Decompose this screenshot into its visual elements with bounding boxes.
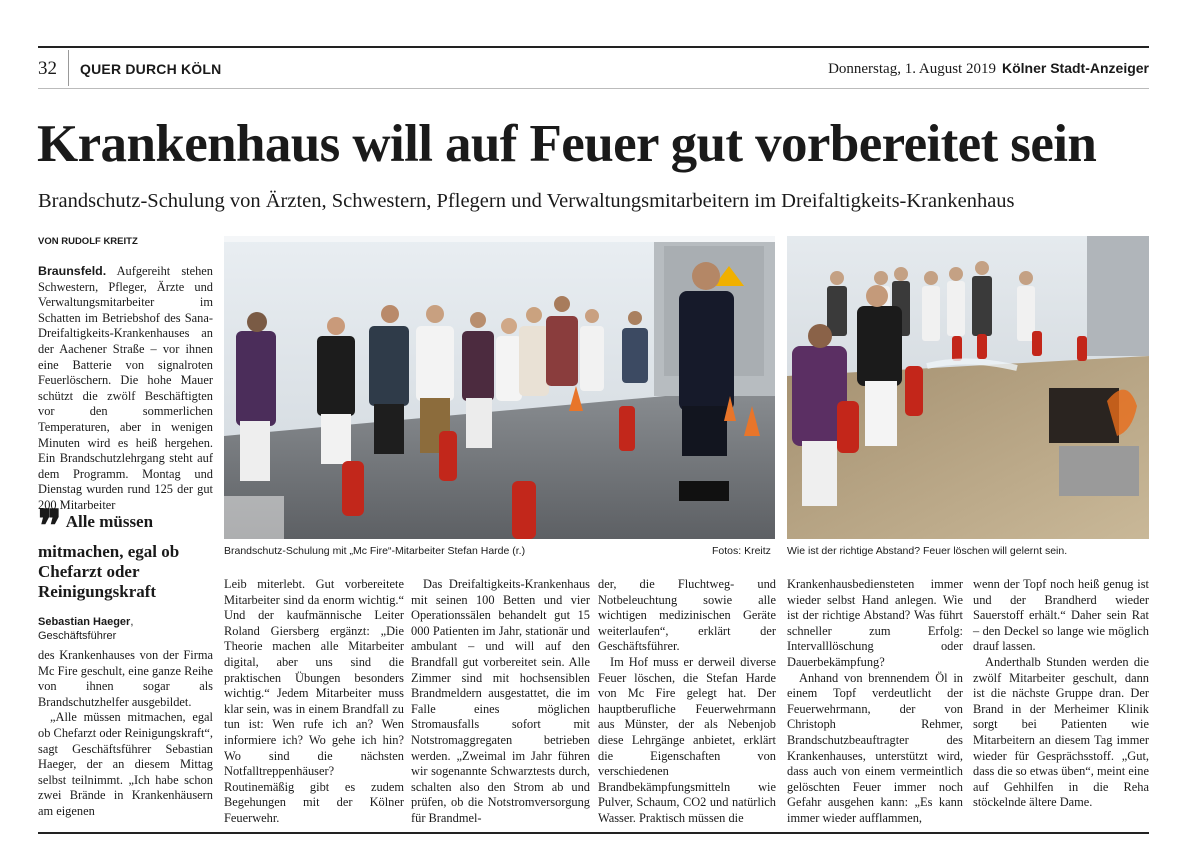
bottom-rule <box>38 832 1149 834</box>
header-divider <box>68 50 69 86</box>
subheadline: Brandschutz-Schulung von Ärzten, Schwestern, Pflegern und Verwaltungsmitarbeitern im Dreifaltigkeits-Krankenhaus <box>38 190 1015 212</box>
article-column-3 <box>411 577 590 827</box>
pull-quote-role: Geschäftsführer <box>38 630 117 642</box>
pull-quote-text-wrap <box>38 502 216 602</box>
pull-quote-comma: , <box>130 616 134 628</box>
lead-word: Braunsfeld. <box>38 264 107 278</box>
quote-mark-icon: ❞ <box>38 502 62 551</box>
photo-extinguisher-practice <box>787 236 1149 539</box>
pull-quote-name-wrap <box>38 616 216 628</box>
pull-quote <box>38 502 216 642</box>
photo-credit: Fotos: Kreitz <box>712 545 771 557</box>
photo-training-group <box>224 236 775 539</box>
pull-quote-text: Alle müssen mitmachen, egal ob Chefarzt oder Reinigungskraft <box>38 512 180 601</box>
article-column-1-top <box>38 264 213 514</box>
paragraph: Das Dreifaltigkeits-Krankenhaus mit seinen 100 Betten und vier Operationssälen behandelt gut 15 000 Patienten im Jahr, stationär und ambulant – und will auf den Brandfall gut vorbereitet sein. Alle Zimmer sind mit hochsensiblen Brandmeldern ausgestattet, die im Falle eines möglichen Stromausfalls sofort mit Notstromaggregaten betrieben werden. „Zweimal im Jahr führen wir sogenannte Schwarztests durch, schalten also den Strom ab und prüfen, ob die Notstromversorgung für Brandmel- <box>411 577 590 825</box>
issue-date: Donnerstag, 1. August 2019 <box>828 61 996 77</box>
photo-extinguisher-practice-image <box>787 236 1149 539</box>
paragraph: der, die Fluchtweg- und Notbeleuchtung sowie alle wichtigen medizinischen Geräte weiterlaufen“, erklärt der Geschäftsführer. <box>598 577 776 654</box>
header-rule <box>38 88 1149 89</box>
section-title: QUER DURCH KÖLN <box>80 61 222 77</box>
byline: VON RUDOLF KREITZ <box>38 236 138 247</box>
paragraph: Leib miterlebt. Gut vorbereitete Mitarbeiter sind da enorm wichtig.“ Und der kaufmännische Leiter Roland Giersberg ergänzt: „Die Theorie machen alle Mitarbeiter digital, aber uns sind die praktischen Übungen besonders wichtig.“ Jedem Mitarbeiter muss klar sein, was in einem Brandfall zu tun ist: Wen rufe ich an? Wen informiere ich? Wo gehe ich hin? Wo sind die nächsten Notfalltreppenhäuser? Routinemäßig gibt es zudem Begehungen mit der Kölner Feuerwehr. <box>224 577 404 825</box>
paragraph: wenn der Topf noch heiß genug ist und der Brandherd wieder Sauerstoff erhält.“ Daher sein Rat – den Deckel so lange wie möglich drauf lassen. <box>973 577 1149 654</box>
paragraph: Anhand von brennendem Öl in einem Topf verdeutlicht der Feuerwehrmann, der von Christoph Rehmer, Brandschutzbeauftragter des Krankenhauses, unterstützt wird, dass auch von einem vermeintlich gelöschten Feuer immer noch Gefahr ausgehen kann: „Es kann immer wieder aufflammen, <box>787 670 963 825</box>
photo-caption-left: Brandschutz-Schulung mit „Mc Fire“-Mitarbeiter Stefan Harde (r.) <box>224 545 526 557</box>
article-column-1-bottom <box>38 648 213 820</box>
page-number: 32 <box>38 58 57 79</box>
article-column-4 <box>598 577 776 827</box>
photo-caption-right: Wie ist der richtige Abstand? Feuer löschen will gelernt sein. <box>787 545 1068 557</box>
headline: Krankenhaus will auf Feuer gut vorbereitet sein <box>37 115 1097 173</box>
paragraph: „Alle müssen mitmachen, egal ob Chefarzt oder Reinigungskraft“, sagt Geschäftsführer Sebastian Haeger, der an diesem Mittag selbst teilnimmt. „Ich habe schon zwei Brände in Krankenhäusern am eigenen <box>38 710 213 818</box>
top-rule <box>38 46 1149 48</box>
article-column-2 <box>224 577 404 827</box>
paragraph: Im Hof muss er derweil diverse Feuer löschen, die Stefan Harde von Mc Fire gelegt hat. Der hauptberufliche Feuerwehrmann aus Münster, der als Nebenjob diese Lehrgänge anbietet, erklärt die Eigenschaften von verschiedenen Brandbekämpfungsmitteln wie Pulver, Schaum, CO2 und natürlich Wasser. Praktisch müssen die <box>598 654 776 825</box>
paper-name: Kölner Stadt-Anzeiger <box>1001 60 1149 76</box>
pull-quote-name: Sebastian Haeger <box>38 616 131 628</box>
paragraph: des Krankenhauses von der Firma Mc Fire geschult, eine ganze Reihe von ihnen sogar als Brandschutzhelfer ausgebildet. <box>38 648 213 709</box>
paragraph: Krankenhausbediensteten immer wieder selbst Hand anlegen. Wie ist der richtige Abstand? Was führt schneller zum Erfolg: Intervalllöschung oder Dauerbekämpfung? <box>787 577 963 669</box>
paragraph: Anderthalb Stunden werden die zwölf Mitarbeiter geschult, dann ist die nächste Gruppe dran. Der Brand in der Merheimer Klinik sorgt bei Patienten wie Mitarbeitern an diesem Tag immer wieder für Gesprächsstoff. „Gut, dass die so etwas üben“, meint eine auf Gehhilfen in die Reha stöckelnde ältere Dame. <box>973 654 1149 810</box>
photo-training-group-image <box>224 236 775 539</box>
article-column-5 <box>787 577 963 827</box>
dateline <box>828 60 1149 78</box>
article-column-6 <box>973 577 1149 811</box>
lead-text: Aufgereiht stehen Schwestern, Pfleger, Ärzte und Verwaltungsmitarbeiter im Schatten im Betriebshof des Sana-Dreifaltigkeits-Krankenhauses an der Aachener Straße – vor ihnen eine Batterie von signalroten Feuerlöschern. Die hohe Mauer schützt die zwölf Beschäftigten vor den sommerlichen Temperaturen, aber in wenigen Minuten wird es heiß hergehen. Ein Brandschutzlehrgang steht auf dem Programm. Montag und Dienstag wurden rund 125 der gut 200 Mitarbeiter <box>38 264 213 512</box>
